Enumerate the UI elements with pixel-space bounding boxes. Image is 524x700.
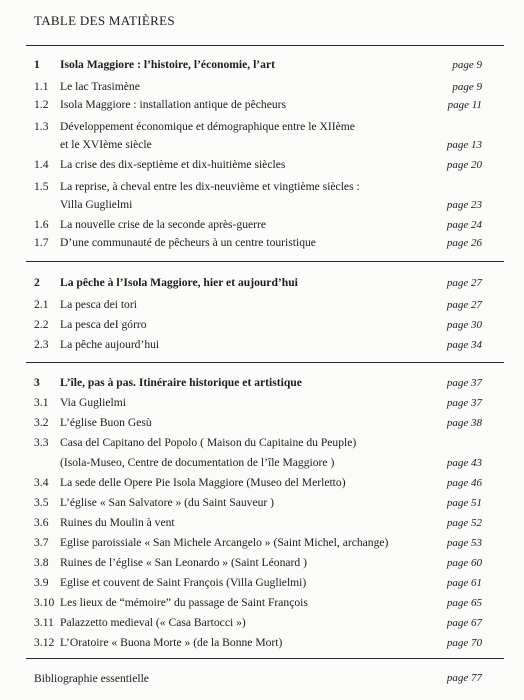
item-number: 1.2	[34, 98, 49, 111]
item-number: 3.5	[34, 496, 49, 509]
page-reference: page 37	[446, 397, 482, 409]
page-reference: page 27	[446, 277, 482, 289]
item-number: 3.12	[34, 636, 55, 649]
toc-item-continuation	[34, 138, 496, 152]
section-divider	[26, 362, 504, 363]
item-number: 1.1	[34, 80, 49, 93]
item-title: Via Guglielmi	[60, 396, 126, 409]
page-reference: page 34	[446, 339, 482, 351]
page-reference: page 37	[446, 377, 482, 389]
toc-item	[34, 80, 496, 94]
page-reference: page 61	[446, 577, 482, 589]
item-number: 1.6	[34, 218, 49, 231]
item-number: 3.10	[34, 596, 55, 609]
page-title: TABLE DES MATIÈRES	[34, 13, 175, 28]
toc-item	[34, 98, 496, 112]
page-reference: page 70	[446, 637, 482, 649]
page-reference: page 46	[446, 477, 482, 489]
item-number: 1.4	[34, 158, 49, 171]
item-number: 3.1	[34, 396, 49, 409]
item-title: La sede delle Opere Pie Isola Maggiore (Museo del Merletto)	[60, 476, 346, 489]
item-number: 3.11	[34, 616, 54, 629]
item-title: Villa Guglielmi	[60, 198, 133, 211]
toc-item	[34, 396, 496, 410]
page-reference: page 77	[446, 672, 482, 684]
page-reference: page 52	[446, 517, 482, 529]
toc-item	[34, 596, 496, 610]
toc-item	[34, 536, 496, 550]
toc-item	[34, 338, 496, 352]
toc-item	[34, 218, 496, 232]
page-reference: page 23	[446, 199, 482, 211]
item-title: Développement économique et démographique entre le XIIème	[60, 120, 355, 133]
item-number: 3.6	[34, 516, 49, 529]
item-title: La pesca deI górro	[60, 318, 147, 331]
item-number: 3.4	[34, 476, 49, 489]
page-reference: page 13	[446, 139, 482, 151]
item-number: 2.3	[34, 338, 49, 351]
page-reference: page 27	[446, 299, 482, 311]
item-title: (Isola-Museo, Centre de documentation de l’île Maggiore )	[60, 456, 335, 469]
item-title: La nouvelle crise de la seconde après-guerre	[60, 218, 267, 231]
section-title: Isola Maggiore : l’histoire, l’économie, l’art	[60, 58, 275, 71]
page-reference: page 9	[452, 59, 482, 71]
item-number: 3.8	[34, 556, 49, 569]
item-title: Eglise et couvent de Saint François (Villa Guglielmi)	[60, 576, 307, 589]
item-title: Eglise paroissiale « San Michele Arcangelo » (Saint Michel, archange)	[60, 536, 389, 549]
page-reference: page 26	[446, 237, 482, 249]
toc-item	[34, 436, 496, 450]
page-reference: page 60	[446, 557, 482, 569]
item-title: L’église « San Salvatore » (du Saint Sauveur )	[60, 496, 275, 509]
item-number: 3.2	[34, 416, 49, 429]
section-title: L’île, pas à pas. Itinéraire historique et artistique	[60, 376, 302, 389]
page-reference: page 30	[446, 319, 482, 331]
section-number: 1	[34, 58, 40, 71]
bibliography-title: Bibliographie essentielle	[34, 672, 149, 685]
section-heading	[34, 58, 496, 72]
item-number: 1.5	[34, 180, 49, 193]
toc-item	[34, 318, 496, 332]
item-title: Casa del Capitano del Popolo ( Maison du Capitaine du Peuple)	[60, 436, 357, 449]
section-divider	[26, 658, 504, 659]
item-number: 1.7	[34, 236, 49, 249]
section-divider	[26, 261, 504, 262]
toc-item	[34, 496, 496, 510]
section-title: La pêche à l’Isola Maggiore, hier et aujourd’hui	[60, 276, 298, 289]
page-reference: page 9	[452, 81, 482, 93]
toc-item	[34, 476, 496, 490]
item-title: Les lieux de “mémoire” du passage de Saint François	[60, 596, 308, 609]
page-reference: page 20	[446, 159, 482, 171]
toc-item	[34, 298, 496, 312]
section-heading	[34, 276, 496, 290]
section-heading	[34, 376, 496, 390]
item-title: L’Oratoire « Buona Morte » (de la Bonne Mort)	[60, 636, 283, 649]
section-number: 2	[34, 276, 40, 289]
item-title: La crise des dix-septième et dix-huitième siècles	[60, 158, 286, 171]
page-reference: page 43	[446, 457, 482, 469]
item-title: Ruines du Moulin à vent	[60, 516, 175, 529]
bibliography-entry	[34, 672, 496, 686]
item-number: 3.3	[34, 436, 49, 449]
toc-item	[34, 616, 496, 630]
item-number: 3.9	[34, 576, 49, 589]
toc-item	[34, 180, 496, 194]
item-title: L’église Buon Gesù	[60, 416, 152, 429]
toc-item	[34, 576, 496, 590]
page-reference: page 51	[446, 497, 482, 509]
section-number: 3	[34, 376, 40, 389]
toc-item	[34, 516, 496, 530]
toc-item	[34, 158, 496, 172]
toc-item	[34, 556, 496, 570]
item-number: 1.3	[34, 120, 49, 133]
page-reference: page 65	[446, 597, 482, 609]
item-title: La reprise, à cheval entre les dix-neuvième et vingtième siècles :	[60, 180, 360, 193]
toc-item	[34, 236, 496, 250]
toc-item-continuation	[34, 198, 496, 212]
item-title: Le lac Trasimène	[60, 80, 140, 93]
page-reference: page 11	[447, 99, 482, 111]
toc-item	[34, 416, 496, 430]
item-number: 2.1	[34, 298, 49, 311]
item-title: et le XVIème siècle	[60, 138, 152, 151]
page-reference: page 24	[446, 219, 482, 231]
page-reference: page 38	[446, 417, 482, 429]
page-reference: page 53	[446, 537, 482, 549]
item-number: 3.7	[34, 536, 49, 549]
item-title: Ruines de l’église « San Leonardo » (Saint Léonard )	[60, 556, 307, 569]
item-title: D’une communauté de pêcheurs à un centre touristique	[60, 236, 316, 249]
toc-item	[34, 120, 496, 134]
item-title: La pesca dei tori	[60, 298, 137, 311]
toc-item-continuation	[34, 456, 496, 470]
toc-item	[34, 636, 496, 650]
page-reference: page 67	[446, 617, 482, 629]
section-divider	[26, 45, 504, 46]
item-number: 2.2	[34, 318, 49, 331]
item-title: Isola Maggiore : installation antique de pêcheurs	[60, 98, 287, 111]
item-title: Palazzetto medieval (« Casa Bartocci »)	[60, 616, 246, 629]
item-title: La pêche aujourd’hui	[60, 338, 160, 351]
